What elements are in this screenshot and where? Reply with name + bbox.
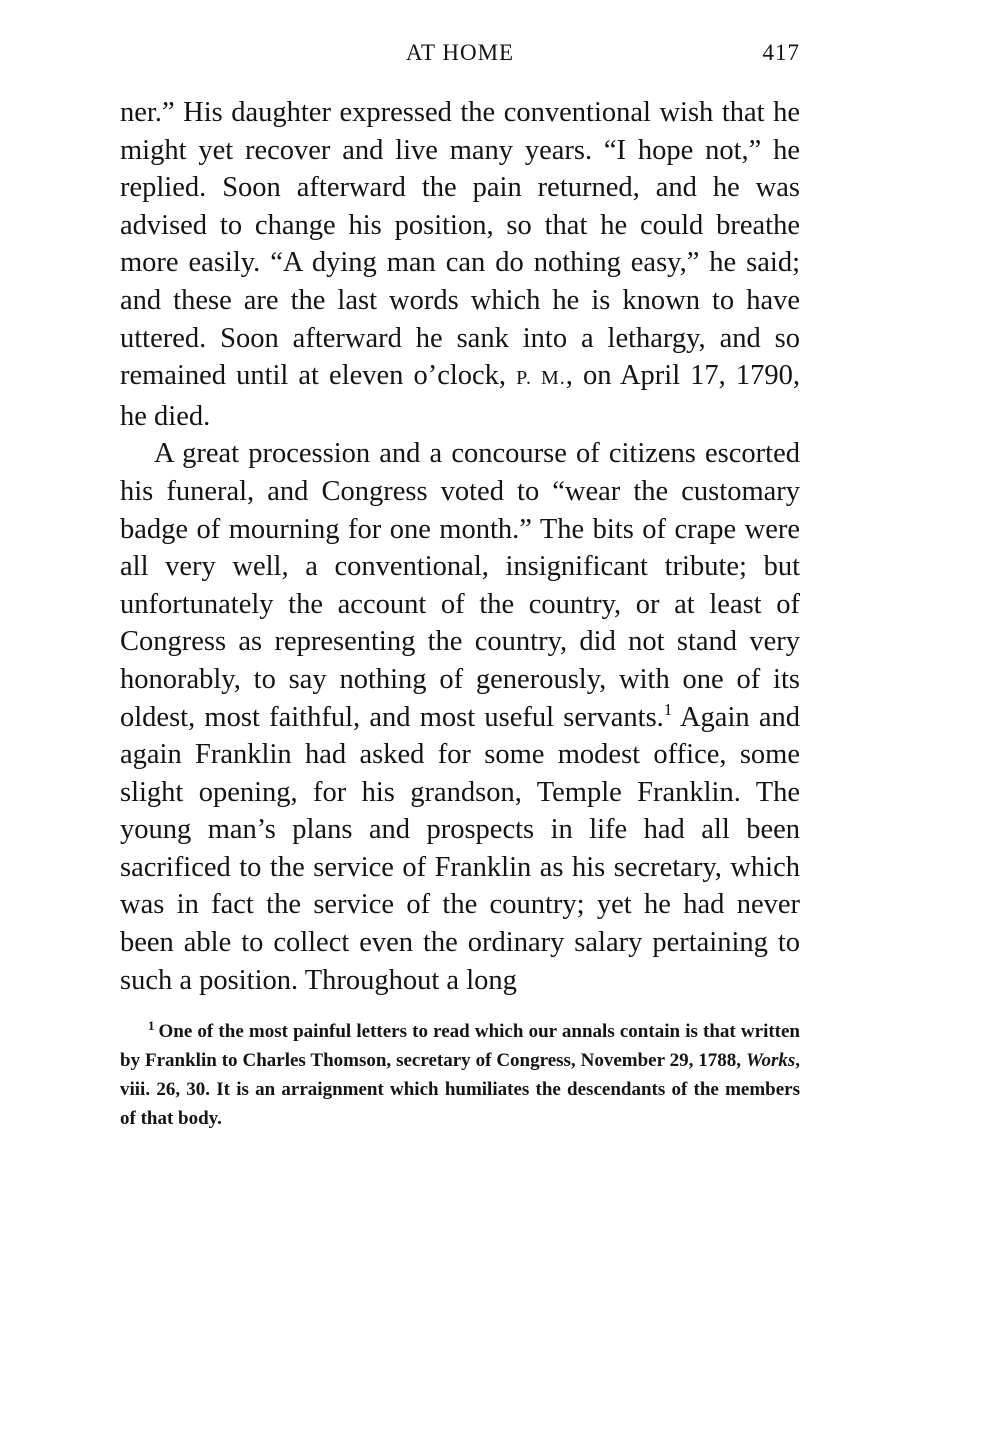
footnote-works-title: Works xyxy=(745,1050,796,1072)
paragraph-1-text-b: , on April 17, 1790, he died. xyxy=(120,360,800,432)
running-title: AT HOME xyxy=(405,40,515,65)
time-abbreviation: P. M. xyxy=(516,367,566,390)
running-head xyxy=(120,40,800,74)
book-page xyxy=(120,40,800,1133)
footnote-marker: 1 xyxy=(148,1018,155,1034)
paragraph-2-text-b: Again and again Franklin had asked for some modest office, some slight opening, for his grandson, Temple Franklin. The young man’s plans and prospects in life had all been sacrificed to the service of Franklin as his secretary, which was in fact the service of the country; yet he had never been able to collect even the ordinary salary pertaining to such a position. Throughout a long xyxy=(120,701,800,996)
paragraph-2-text-a: A great procession and a concourse of citizens escorted his funeral, and Congress voted to “wear the customary badge of mourning for one month.” The bits of crape were all very well, a conventional, insignificant tribute; but unfortunately the account of the country, or at least of Congress as representing the country, did not stand very honorably, to say nothing of generously, with one of its oldest, most faithful, and most useful servants. xyxy=(120,438,800,733)
paragraph-1-text-a: ner.” His daughter expressed the conventional wish that he might yet recover and live many years. “I hope not,” he replied. Soon afterward the pain returned, and he was advised to change his position, so that he could breathe more easily. “A dying man can do nothing easy,” he said; and these are the last words which he is known to have uttered. Soon afterward he sank into a lethargy, and so remained until at eleven o’clock, xyxy=(120,97,800,392)
footnote-reference: 1 xyxy=(663,699,673,719)
page-number: 417 xyxy=(762,40,800,65)
footnote-text-b: , viii. 26, 30. It is an arraignment which humiliates the descendants of the members of that body. xyxy=(120,1050,801,1130)
paragraph-funeral xyxy=(120,435,800,999)
footnote-text-a: One of the most painful letters to read which our annals contain is that written by Franklin to Charles Thomson, secretary of Congress, November 29, 1788, xyxy=(120,1021,800,1072)
body-text xyxy=(120,94,800,999)
footnote xyxy=(120,1017,800,1133)
paragraph-continued xyxy=(120,94,800,435)
